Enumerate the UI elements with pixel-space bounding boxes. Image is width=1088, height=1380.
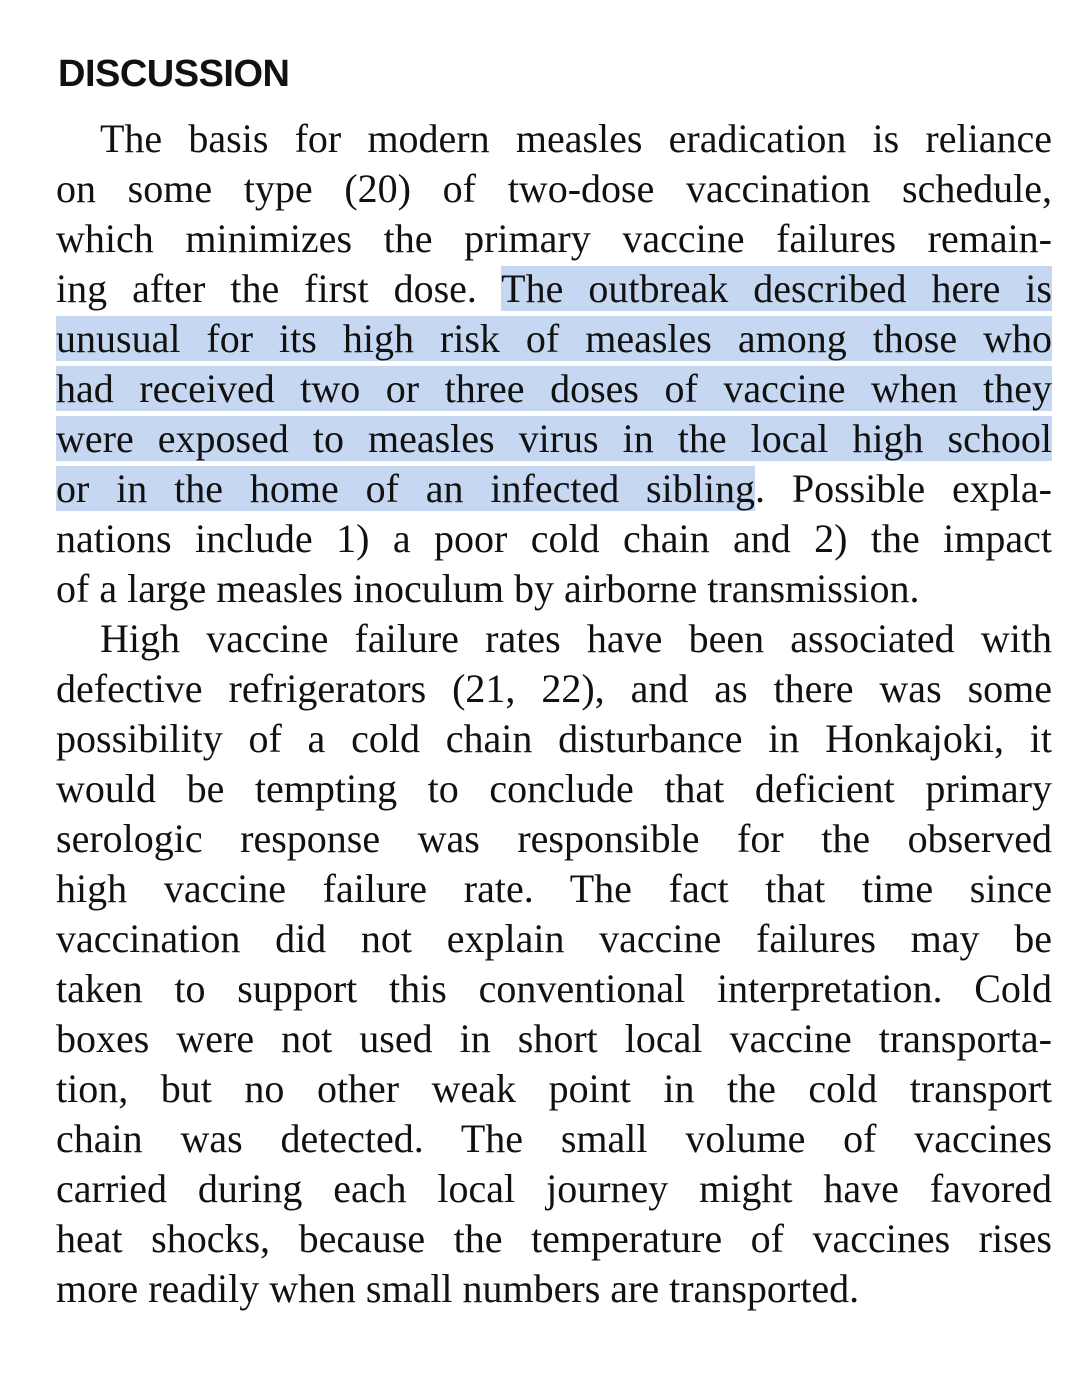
text-line: which minimizes the primary vaccine failures remain- xyxy=(56,216,1052,261)
text-line: more readily when small numbers are transported. xyxy=(56,1266,860,1311)
text-line: would be tempting to conclude that deficient primary xyxy=(56,766,1052,811)
text-line: serologic response was responsible for the observed xyxy=(56,816,1052,861)
text-line: heat shocks, because the temperature of vaccines rises xyxy=(56,1216,1052,1261)
text-line: taken to support this conventional interpretation. Cold xyxy=(56,966,1052,1011)
text-line: boxes were not used in short local vaccine transporta- xyxy=(56,1016,1052,1061)
text-line: or in the home of an infected sibling. Possible expla- xyxy=(56,466,1052,511)
text-line: ing after the first dose. The outbreak described here is xyxy=(56,266,1052,311)
text-line xyxy=(56,314,1052,364)
text-line xyxy=(56,414,1052,464)
text-line: The basis for modern measles eradication is reliance xyxy=(100,116,1052,161)
paragraph-1 xyxy=(56,114,1052,614)
text-line: high vaccine failure rate. The fact that time since xyxy=(56,866,1052,911)
text-line: possibility of a cold chain disturbance in Honkajoki, it xyxy=(56,716,1052,761)
text-line xyxy=(56,364,1052,414)
text-line: tion, but no other weak point in the cold transport xyxy=(56,1066,1052,1111)
text-line: of a large measles inoculum by airborne transmission. xyxy=(56,566,920,611)
highlighted-text[interactable]: unusual for its high risk of measles among those who xyxy=(56,316,1052,361)
text-line: chain was detected. The small volume of vaccines xyxy=(56,1116,1052,1161)
section-heading: DISCUSSION xyxy=(58,53,290,95)
text-line: nations include 1) a poor cold chain and 2) the impact xyxy=(56,516,1052,561)
text-line: High vaccine failure rates have been associated with xyxy=(100,616,1052,661)
text-line: defective refrigerators (21, 22), and as there was some xyxy=(56,666,1052,711)
highlighted-text[interactable]: were exposed to measles virus in the local high school xyxy=(56,416,1052,461)
highlighted-text[interactable]: The outbreak described here is xyxy=(501,266,1052,311)
text-line: on some type (20) of two-dose vaccination schedule, xyxy=(56,166,1052,211)
text-line: carried during each local journey might have favored xyxy=(56,1166,1052,1211)
text-line: vaccination did not explain vaccine failures may be xyxy=(56,916,1052,961)
highlighted-text[interactable]: or in the home of an infected sibling xyxy=(56,466,755,511)
document-page xyxy=(56,50,1052,1314)
paragraph-2 xyxy=(56,614,1052,1314)
highlighted-text[interactable]: had received two or three doses of vaccine when they xyxy=(56,366,1052,411)
